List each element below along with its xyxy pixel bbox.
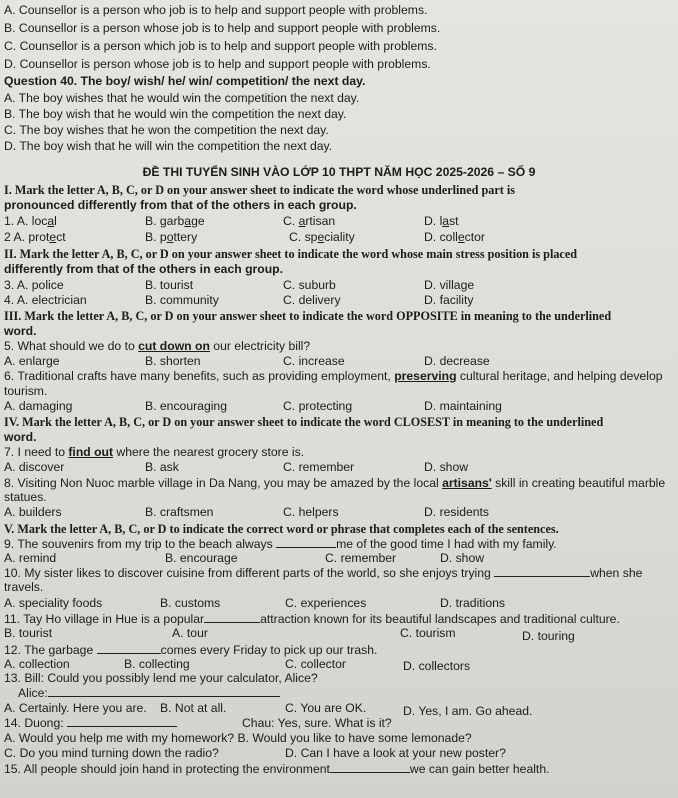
q5-option-c: C. increase — [283, 354, 345, 368]
q40-option-a: A. The boy wishes that he would win the competition the next day. — [4, 91, 360, 105]
q2-option-b: B. pottery — [145, 230, 198, 244]
q40-stem: Question 40. The boy/ wish/ he/ win/ competition/ the next day. — [4, 74, 366, 88]
sec4-heading: IV. Mark the letter A, B, C, or D on your answer sheet to indicate the word CLOSEST in meaning to the underlined — [4, 415, 604, 429]
q14-option-c: C. Do you mind turning down the radio? — [4, 746, 219, 760]
q11-option-c: C. tourism — [400, 626, 456, 640]
q13-option-c: C. You are OK. — [285, 701, 367, 715]
q13-option-d: D. Yes, I am. Go ahead. — [403, 704, 533, 718]
answer-blank[interactable] — [204, 612, 260, 623]
answer-blank[interactable] — [67, 716, 177, 727]
q13-alice: Alice: — [18, 686, 280, 700]
answer-blank[interactable] — [48, 686, 280, 697]
q9-option-d: D. show — [440, 551, 485, 565]
q8-stem-cont: statues. — [4, 490, 47, 504]
q8-option-b: B. craftsmen — [145, 505, 214, 519]
q10-option-b: B. customs — [160, 596, 221, 610]
q1-option-b: B. garbage — [145, 214, 205, 228]
q4-option-d: D. facility — [424, 293, 474, 307]
q14-stem: 14. Duong: — [4, 716, 177, 730]
q6-option-b: B. encouraging — [145, 399, 227, 413]
sec2-heading: II. Mark the letter A, B, C, or D on your answer sheet to indicate the word whose main stress position is placed — [4, 247, 578, 261]
q8-option-a: A. builders — [4, 505, 62, 519]
q10-option-a: A. speciality foods — [4, 596, 103, 610]
q14-option-ab: A. Would you help me with my homework? B. Would you like to have some lemonade? — [4, 731, 472, 745]
q6-stem: 6. Traditional crafts have many benefits, such as providing employment, preserving cultural heritage, and helping develop — [4, 369, 663, 383]
q40-option-c: C. The boy wishes that he won the competition the next day. — [4, 123, 329, 137]
q40-option-b: B. The boy wish that he would win the competition the next day. — [4, 107, 347, 121]
exam-title: ĐỀ THI TUYỂN SINH VÀO LỚP 10 THPT NĂM HỌC 2025-2026 – SỐ 9 — [142, 165, 536, 179]
q13-option-b: B. Not at all. — [160, 701, 227, 715]
q7-option-b: B. ask — [145, 460, 179, 474]
q10-stem: 10. My sister likes to discover cuisine from different parts of the world, so she enjoys trying when she — [4, 566, 643, 580]
answer-blank[interactable] — [494, 566, 590, 577]
q1-option-c: C. artisan — [283, 214, 336, 228]
q12-stem: 12. The garbage comes every Friday to pick up our trash. — [4, 643, 378, 657]
q12-option-c: C. collector — [285, 657, 346, 671]
q11-option-d: D. touring — [522, 629, 575, 643]
q3-option-d: D. village — [424, 278, 475, 292]
q39-option-b: B. Counsellor is a person whose job is to help and support people with problems. — [4, 21, 441, 35]
sec4-heading-cont: word. — [4, 430, 37, 444]
q7-stem: 7. I need to find out where the nearest grocery store is. — [4, 445, 305, 459]
sec1-heading: I. Mark the letter A, B, C, or D on your answer sheet to indicate the word whose underlined part is — [4, 183, 515, 197]
answer-blank[interactable] — [330, 762, 410, 773]
q2-option-d: D. collector — [424, 230, 485, 244]
q12-option-a: A. collection — [4, 657, 70, 671]
q14-option-d: D. Can I have a look at your new poster? — [285, 746, 506, 760]
q2-option-c: C. speciality — [289, 230, 355, 244]
q3-option-b: B. tourist — [145, 278, 194, 292]
q12-option-d: D. collectors — [403, 659, 471, 673]
q39-option-c: C. Counsellor is a person which job is to help and support people with problems. — [4, 39, 437, 53]
q5-option-b: B. shorten — [145, 354, 201, 368]
q4-option-c: C. delivery — [283, 293, 341, 307]
q40-option-d: D. The boy wish that he will win the competition the next day. — [4, 139, 333, 153]
q6-option-a: A. damaging — [4, 399, 73, 413]
q7-option-c: C. remember — [283, 460, 355, 474]
q4-option-b: B. community — [145, 293, 219, 307]
q15-stem: 15. All people should join hand in protecting the environment we can gain better health. — [4, 762, 550, 776]
sec2-heading-cont: differently from that of the others in each group. — [4, 262, 283, 276]
q1-option-d: D. last — [424, 214, 459, 228]
q7-option-d: D. show — [424, 460, 469, 474]
sec1-heading-cont: pronounced differently from that of the others in each group. — [4, 198, 357, 212]
q4-option-a: 4. A. electrician — [4, 293, 87, 307]
answer-blank[interactable] — [97, 643, 161, 654]
q3-option-c: C. suburb — [283, 278, 336, 292]
q8-option-d: D. residents — [424, 505, 490, 519]
q5-option-a: A. enlarge — [4, 354, 60, 368]
sec3-heading-cont: word. — [4, 324, 37, 338]
q9-option-c: C. remember — [325, 551, 397, 565]
q5-option-d: D. decrease — [424, 354, 490, 368]
q6-stem-cont: tourism. — [4, 384, 48, 398]
q8-stem: 8. Visiting Non Nuoc marble village in Da Nang, you may be amazed by the local artisans' skill in creating beautiful marble — [4, 476, 666, 490]
q7-option-a: A. discover — [4, 460, 65, 474]
q6-option-c: C. protecting — [283, 399, 353, 413]
q10-option-d: D. traditions — [440, 596, 506, 610]
q14-chau: Chau: Yes, sure. What is it? — [242, 716, 392, 730]
q6-option-d: D. maintaining — [424, 399, 502, 413]
sec3-heading: III. Mark the letter A, B, C, or D on your answer sheet to indicate the word OPPOSITE in meaning to the underlined — [4, 309, 612, 323]
sec5-heading: V. Mark the letter A, B, C, or D to indicate the correct word or phrase that completes each of the sentences. — [4, 522, 559, 536]
q13-stem: 13. Bill: Could you possibly lend me your calculator, Alice? — [4, 671, 318, 685]
q12-option-b: B. collecting — [124, 657, 190, 671]
q11-option-a: B. tourist — [4, 626, 53, 640]
q9-option-b: B. encourage — [165, 551, 238, 565]
q10-stem-cont: travels. — [4, 580, 44, 594]
q11-stem: 11. Tay Ho village in Hue is a popular attraction known for its beautiful landscapes and traditional culture. — [4, 612, 620, 626]
q13-option-a: A. Certainly. Here you are. — [4, 701, 147, 715]
q8-option-c: C. helpers — [283, 505, 339, 519]
q2-option-a: 2 A. protect — [4, 230, 66, 244]
q39-option-a: A. Counsellor is a person who job is to help and support people with problems. — [4, 3, 428, 17]
q5-stem: 5. What should we do to cut down on our electricity bill? — [4, 339, 311, 353]
q39-option-d: D. Counsellor is person whose job is to help and support people with problems. — [4, 57, 431, 71]
q3-option-a: 3. A. police — [4, 278, 64, 292]
answer-blank[interactable] — [276, 537, 336, 548]
q11-option-b: A. tour — [172, 626, 208, 640]
q1-option-a: 1. A. local — [4, 214, 57, 228]
q9-option-a: A. remind — [4, 551, 57, 565]
q10-option-c: C. experiences — [285, 596, 367, 610]
q9-stem: 9. The souvenirs from my trip to the beach always me of the good time I had with my family. — [4, 537, 557, 551]
